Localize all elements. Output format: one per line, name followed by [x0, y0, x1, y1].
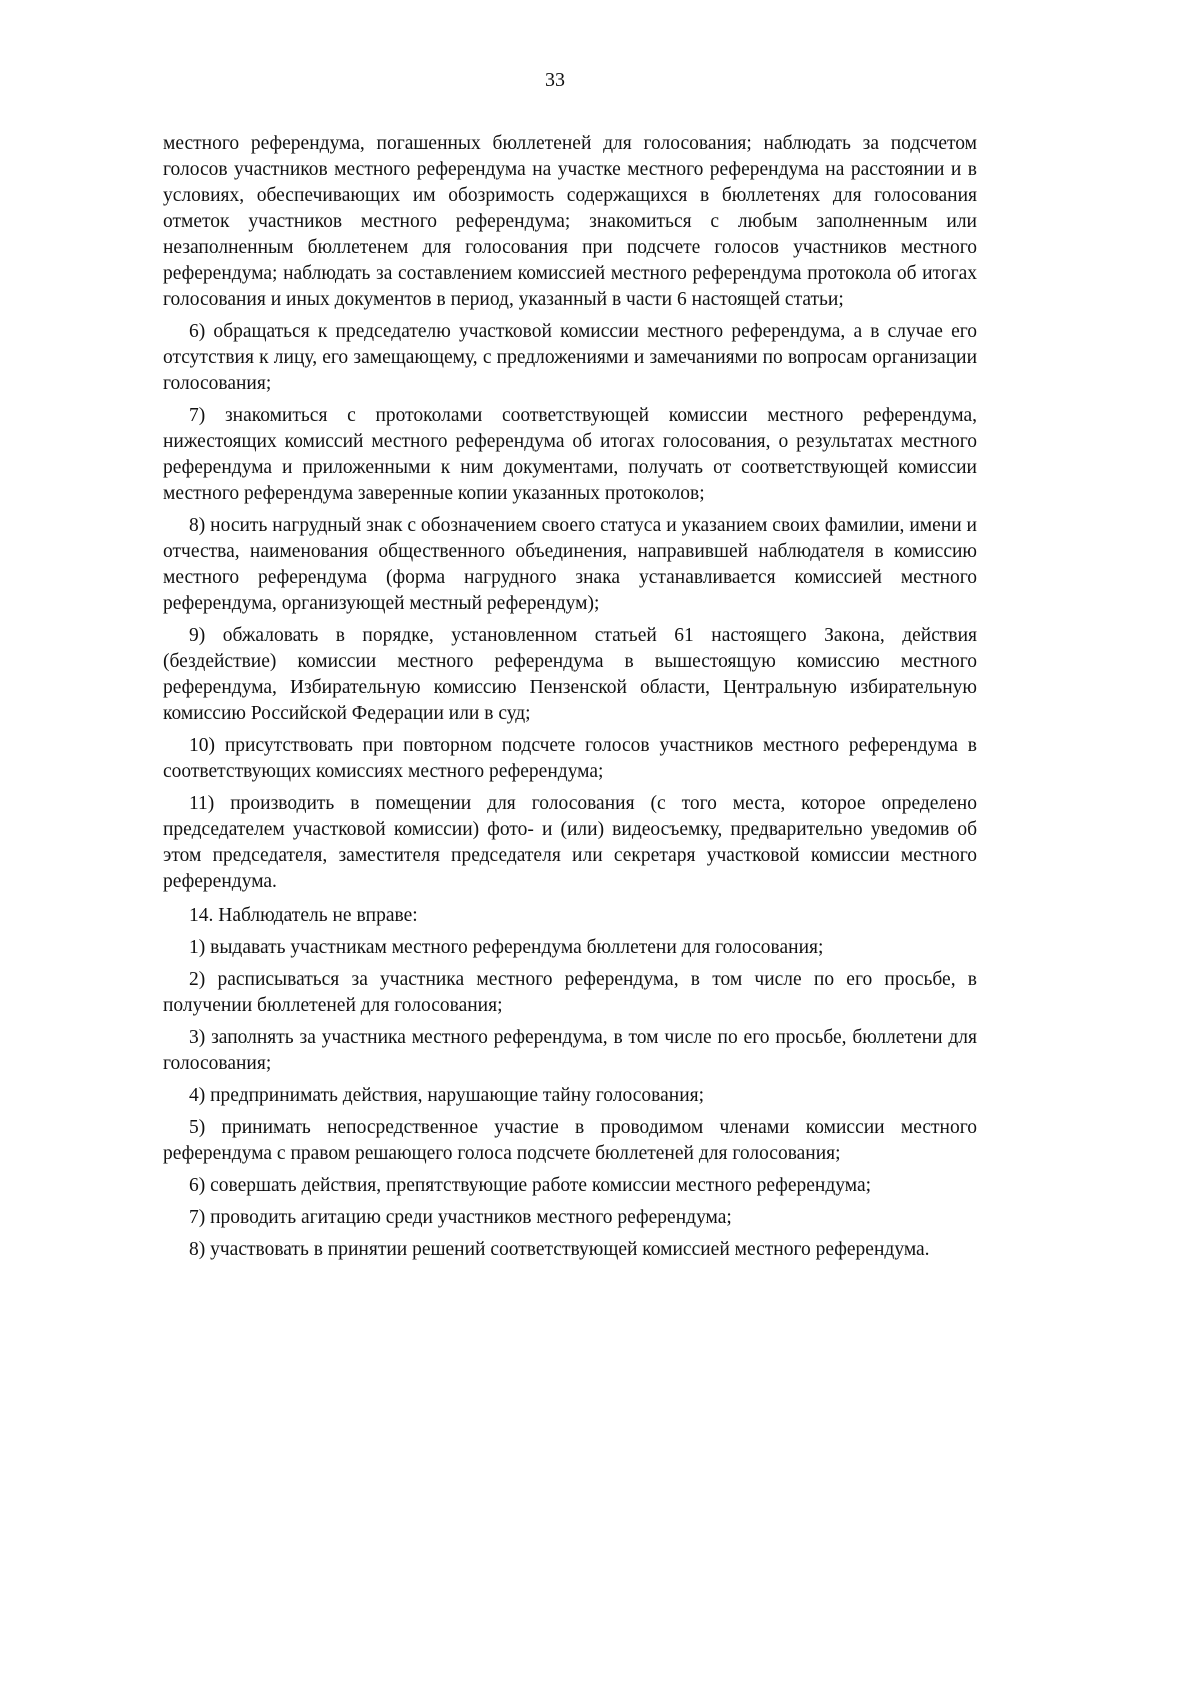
paragraph-item-8: 8) носить нагрудный знак с обозначением своего статуса и указанием своих фамилии, имени и отчества, наименования общественного объединения, направившей наблюдателя в комиссию местного референдума (форма нагрудного знака устанавливается комиссией местного референдума, организующей местный референдум); — [163, 515, 977, 614]
prohibition-item-8: 8) участвовать в принятии решений соответствующей комиссией местного референдума. — [189, 1239, 930, 1260]
paragraph-item-7: 7) знакомиться с протоколами соответствующей комиссии местного референдума, нижестоящих комиссий местного референдума об итогах голосования, о результатах местного референдума и приложенными к ним документами, получать от соответствующей комиссии местного референдума заверенные копии указанных протоколов; — [163, 405, 977, 504]
prohibition-item-3: 3) заполнять за участника местного референдума, в том числе по его просьбе, бюллетени для голосования; — [163, 1027, 977, 1074]
document-body — [163, 131, 977, 1269]
prohibition-item-2: 2) расписываться за участника местного референдума, в том числе по его просьбе, в получении бюллетеней для голосования; — [163, 969, 977, 1016]
paragraph-item-9: 9) обжаловать в порядке, установленном статьей 61 настоящего Закона, действия (бездействие) комиссии местного референдума в вышестоящую комиссию местного референдума, Избирательную комиссию Пензенской области, Центральную избирательную комиссию Российской Федерации или в суд; — [163, 625, 977, 724]
prohibition-item-5: 5) принимать непосредственное участие в проводимом членами комиссии местного референдума с правом решающего голоса подсчете бюллетеней для голосования; — [163, 1117, 977, 1164]
page-number: 33 — [545, 69, 565, 91]
section-14-heading: 14. Наблюдатель не вправе: — [189, 905, 418, 926]
paragraph-item-10: 10) присутствовать при повторном подсчете голосов участников местного референдума в соответствующих комиссиях местного референдума; — [163, 735, 977, 782]
prohibition-item-1: 1) выдавать участникам местного референдума бюллетени для голосования; — [189, 937, 824, 958]
paragraph-continuation: местного референдума, погашенных бюллетеней для голосования; наблюдать за подсчетом голосов участников местного референдума на участке местного референдума на расстоянии и в условиях, обеспечивающих им обозримость содержащихся в бюллетенях для голосования отметок участников местного референдума; знакомиться с любым заполненным или незаполненным бюллетенем для голосования при подсчете голосов участников местного референдума; наблюдать за составлением комиссией местного референдума протокола об итогах голосования и иных документов в период, указанный в части 6 настоящей статьи; — [163, 133, 977, 310]
prohibition-item-4: 4) предпринимать действия, нарушающие тайну голосования; — [189, 1085, 705, 1106]
prohibition-item-6: 6) совершать действия, препятствующие работе комиссии местного референдума; — [189, 1175, 872, 1196]
prohibition-item-7: 7) проводить агитацию среди участников местного референдума; — [189, 1207, 732, 1228]
paragraph-item-6: 6) обращаться к председателю участковой комиссии местного референдума, а в случае его отсутствия к лицу, его замещающему, с предложениями и замечаниями по вопросам организации голосования; — [163, 321, 977, 394]
paragraph-item-11: 11) производить в помещении для голосования (с того места, которое определено председателем участковой комиссии) фото- и (или) видеосъемку, предварительно уведомив об этом председателя, заместителя председателя или секретаря участковой комиссии местного референдума. — [163, 793, 977, 892]
